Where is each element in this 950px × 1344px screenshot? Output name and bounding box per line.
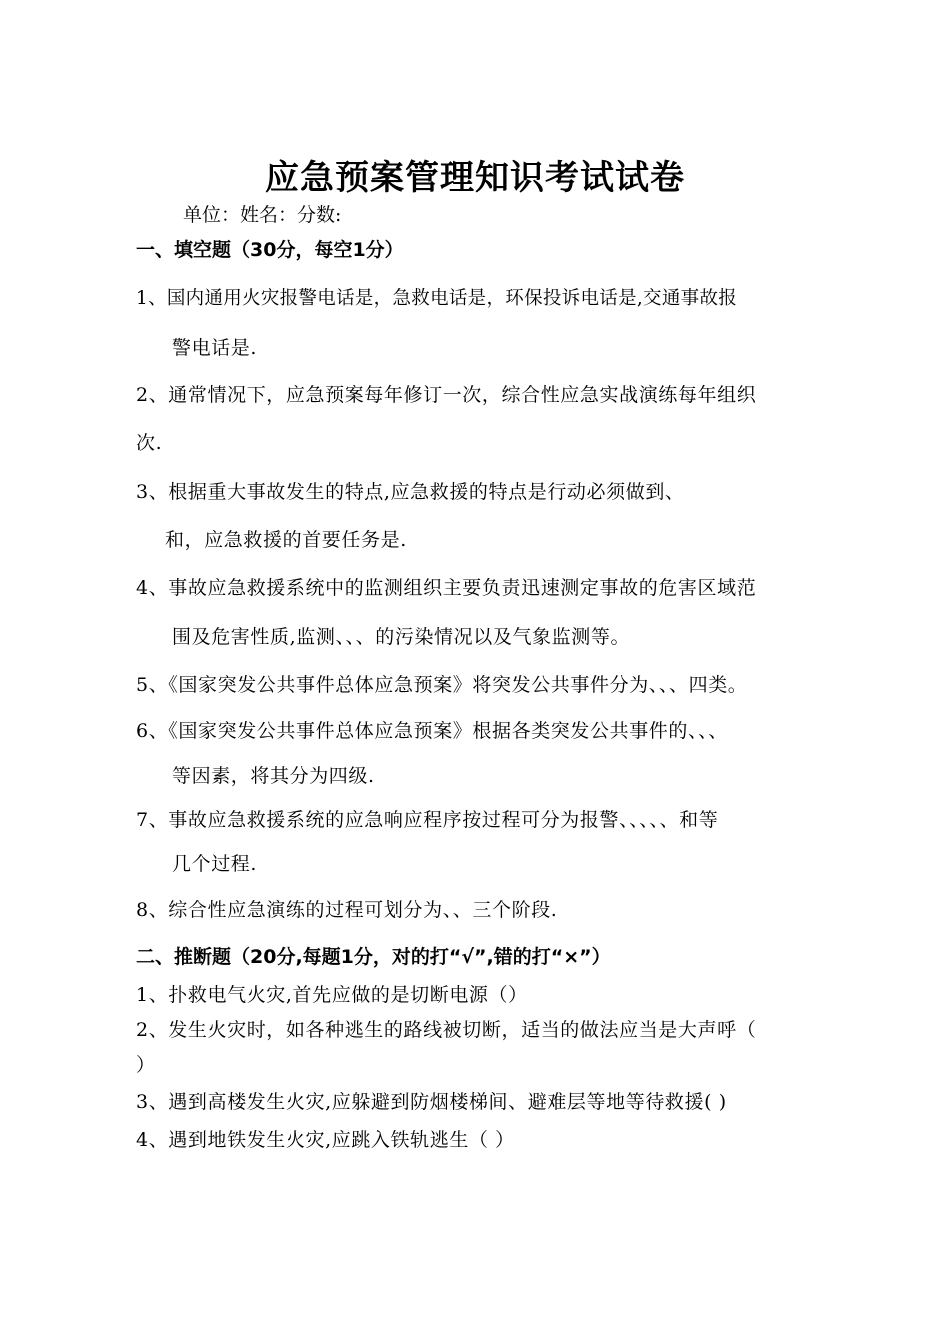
info-line: 单位：姓名：分数:	[183, 204, 342, 226]
section-heading-true-false: 二、推断题（20分,每题1分，对的打“√”,错的打“×”）	[136, 946, 611, 968]
question-line: 1、扑救电气火灾,首先应做的是切断电源（）	[136, 984, 528, 1006]
page-title: 应急预案管理知识考试试卷	[265, 158, 685, 198]
question-line: 4、遇到地铁发生火灾,应跳入铁轨逃生（ ）	[136, 1129, 515, 1151]
question-line: 6、《国家突发公共事件总体应急预案》根据各类突发公共事件的、、、	[136, 720, 728, 742]
question-line: 4、事故应急救援系统中的监测组织主要负责迅速测定事故的危害区域范	[136, 577, 757, 599]
section-heading-fill-in: 一、填空题（30分，每空1分）	[136, 239, 404, 261]
question-line: 警电话是.	[172, 337, 258, 359]
question-line: 围及危害性质,监测、、、的污染情况以及气象监测等。	[172, 626, 631, 648]
question-line: 8、综合性应急演练的过程可划分为、、三个阶段.	[136, 899, 558, 921]
question-line: 3、遇到高楼发生火灾,应躲避到防烟楼梯间、避难层等地等待救援( )	[136, 1091, 727, 1113]
question-line: 3、根据重大事故发生的特点,应急救援的特点是行动必须做到、	[136, 481, 685, 503]
question-line: 等因素，将其分为四级.	[172, 765, 375, 787]
question-line: 7、事故应急救援系统的应急响应程序按过程可分为报警、、、、、和等	[136, 809, 719, 831]
question-line: 2、通常情况下，应急预案每年修订一次，综合性应急实战演练每年组织	[136, 384, 757, 406]
question-line: 几个过程.	[172, 853, 258, 875]
question-line: 1、国内通用火灾报警电话是，急救电话是，环保投诉电话是,交通事故报	[136, 288, 738, 309]
question-line: ）	[136, 1054, 156, 1076]
question-line: 2、发生火灾时，如各种逃生的路线被切断，适当的做法应当是大声呼（	[136, 1019, 757, 1041]
question-line: 和，应急救援的首要任务是.	[165, 529, 407, 551]
question-line: 次.	[136, 432, 163, 454]
question-line: 5、《国家突发公共事件总体应急预案》将突发公共事件分为、、、四类。	[136, 674, 748, 696]
